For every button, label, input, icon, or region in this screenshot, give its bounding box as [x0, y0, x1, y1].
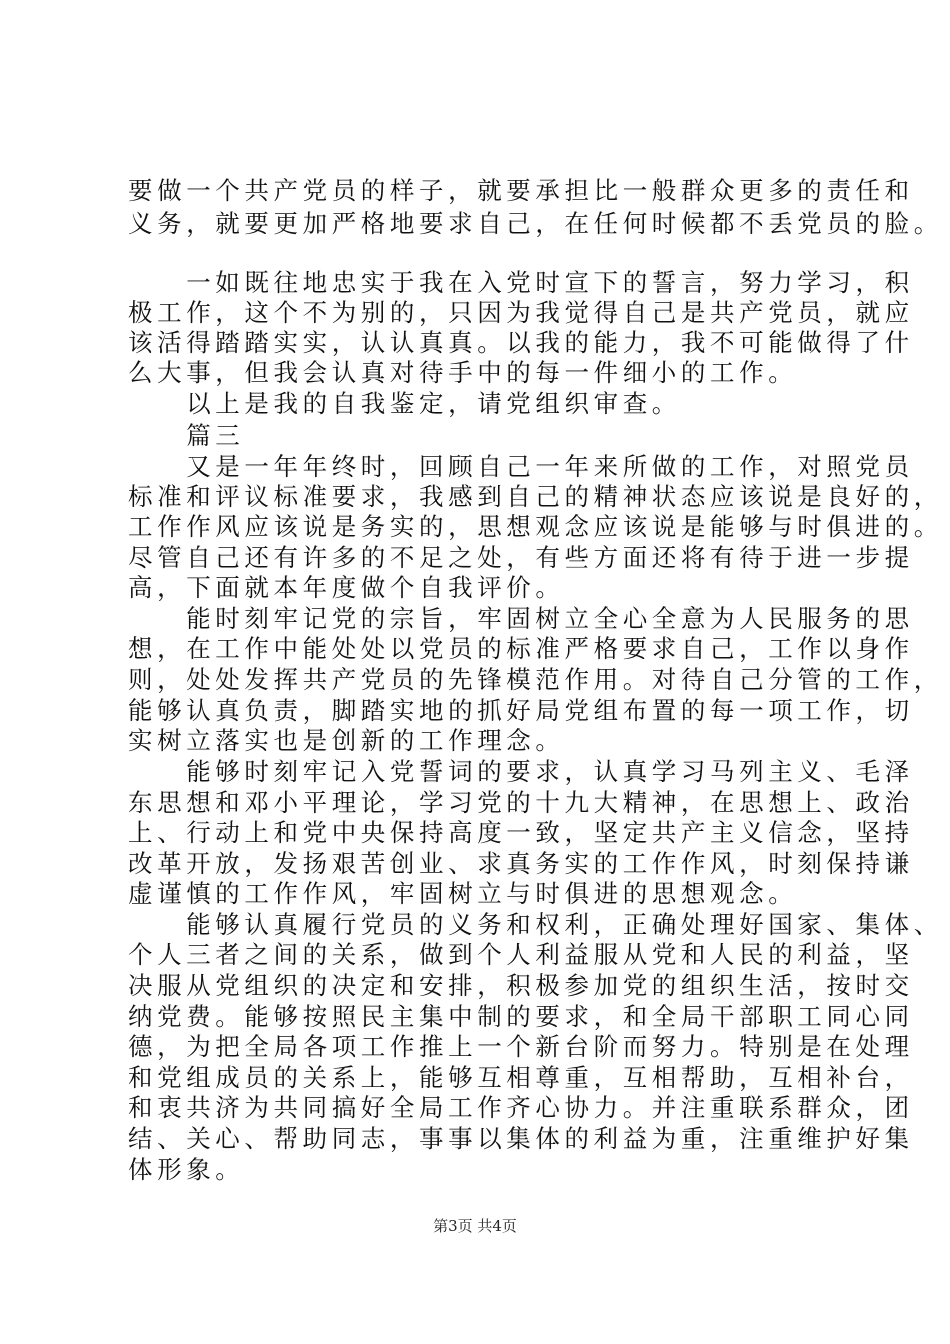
body-text-line: 尽管自己还有许多的不足之处，有些方面还将有待于进一步提 — [128, 543, 914, 572]
body-text-line: 么大事，但我会认真对待手中的每一件细小的工作。 — [128, 358, 798, 387]
body-text-line: 以上是我的自我鉴定，请党组织审查。 — [128, 389, 681, 418]
body-text-line: 能时刻牢记党的宗旨，牢固树立全心全意为人民服务的思 — [128, 604, 914, 633]
body-text-line: 要做一个共产党员的样子，就要承担比一般群众更多的责任和 — [128, 176, 914, 205]
body-text-line: 能够认真负责，脚踏实地的抓好局党组布置的每一项工作，切 — [128, 696, 914, 725]
body-text-line: 纳党费。能够按照民主集中制的要求，和全局干部职工同心同 — [128, 1002, 914, 1031]
body-text-line: 一如既往地忠实于我在入党时宣下的誓言，努力学习，积 — [128, 268, 914, 297]
body-text-line: 和党组成员的关系上，能够互相尊重，互相帮助，互相补台， — [128, 1063, 914, 1092]
body-text-line: 虚谨慎的工作作风，牢固树立与时俱进的思想观念。 — [128, 879, 798, 908]
body-text-line: 能够认真履行党员的义务和权利，正确处理好国家、集体、 — [128, 910, 943, 939]
body-text-line: 又是一年年终时，回顾自己一年来所做的工作，对照党员 — [128, 452, 914, 481]
body-text-line: 能够时刻牢记入党誓词的要求，认真学习马列主义、毛泽 — [128, 757, 914, 786]
body-text-line: 则，处处发挥共产党员的先锋模范作用。对待自己分管的工作， — [128, 665, 943, 694]
body-text-line: 结、关心、帮助同志，事事以集体的利益为重，注重维护好集 — [128, 1124, 914, 1153]
body-text-line: 义务，就要更加严格地要求自己，在任何时候都不丢党员的脸。 — [128, 209, 943, 238]
body-text-line: 东思想和邓小平理论，学习党的十九大精神，在思想上、政治 — [128, 788, 914, 817]
body-text-line: 决服从党组织的决定和安排，积极参加党的组织生活，按时交 — [128, 971, 914, 1000]
body-text-line: 和衷共济为共同搞好全局工作齐心协力。并注重联系群众，团 — [128, 1093, 914, 1122]
body-text-line: 高，下面就本年度做个自我评价。 — [128, 573, 565, 602]
body-text-line: 想，在工作中能处处以党员的标准严格要求自己，工作以身作 — [128, 634, 914, 663]
body-text-line: 德，为把全局各项工作推上一个新台阶而努力。特别是在处理 — [128, 1032, 914, 1061]
body-text-line: 工作作风应该说是务实的，思想观念应该说是能够与时俱进的。 — [128, 512, 943, 541]
body-text-line: 上、行动上和党中央保持高度一致，坚定共产主义信念，坚持 — [128, 818, 914, 847]
body-text-line: 改革开放，发扬艰苦创业、求真务实的工作作风，时刻保持谦 — [128, 849, 914, 878]
page-footer: 第3页 共4页 — [433, 1217, 517, 1235]
section-heading: 篇三 — [128, 421, 245, 450]
body-text-line: 该活得踏踏实实，认认真真。以我的能力，我不可能做得了什 — [128, 328, 914, 357]
body-text-line: 标准和评议标准要求，我感到自己的精神状态应该说是良好的， — [128, 482, 943, 511]
body-text-line: 极工作，这个不为别的，只因为我觉得自己是共产党员，就应 — [128, 298, 914, 327]
body-text-line: 个人三者之间的关系，做到个人利益服从党和人民的利益，坚 — [128, 940, 914, 969]
body-text-line: 体形象。 — [128, 1155, 245, 1184]
body-text-line: 实树立落实也是创新的工作理念。 — [128, 726, 565, 755]
